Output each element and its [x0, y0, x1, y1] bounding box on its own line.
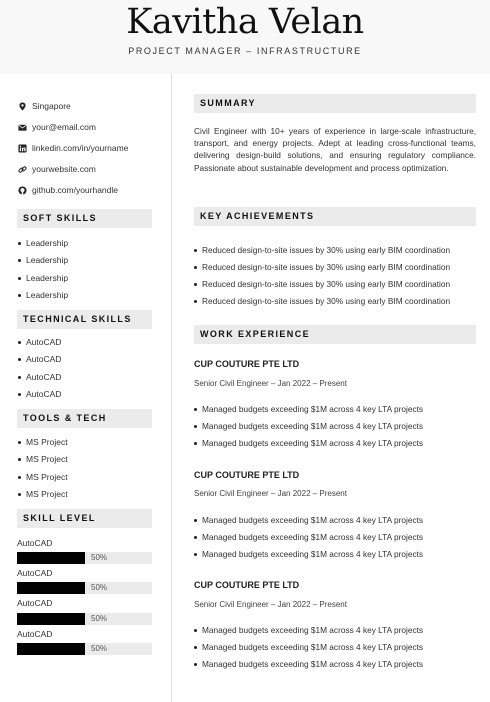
- skill-level-label: AutoCAD: [17, 568, 53, 578]
- skill-level-fill: [17, 552, 85, 564]
- technical-skill-item: AutoCAD: [18, 388, 61, 400]
- company-name: CUP COUTURE PTE LTD: [194, 470, 300, 480]
- work-experience-heading: WORK EXPERIENCE: [194, 325, 476, 344]
- person-name: Kavitha Velan: [126, 2, 364, 42]
- github-icon: [18, 186, 27, 195]
- job-bullet: Managed budgets exceeding $1M across 4 key LTA projects: [194, 437, 423, 449]
- linkedin-link[interactable]: linkedin.com/in/yourname: [32, 143, 129, 153]
- contact-website[interactable]: [18, 162, 96, 176]
- achievement-item: Reduced design-to-site issues by 30% using early BIM coordination: [194, 261, 450, 273]
- skill-level-fill: [17, 613, 85, 625]
- skill-level-bar: [17, 643, 152, 655]
- website-link[interactable]: yourwebsite.com: [32, 164, 96, 174]
- contact-email[interactable]: [18, 120, 96, 134]
- tools-tech-heading: TOOLS & TECH: [17, 409, 152, 428]
- skill-level-percent: 50%: [91, 644, 108, 653]
- job-position-dates: Senior Civil Engineer – Jan 2022 – Present: [194, 379, 347, 388]
- achievement-item: Reduced design-to-site issues by 30% using early BIM coordination: [194, 295, 450, 307]
- tool-item: MS Project: [18, 488, 68, 500]
- column-divider: [171, 74, 172, 702]
- achievements-heading: KEY ACHIEVEMENTS: [194, 207, 476, 226]
- email-link[interactable]: your@email.com: [32, 122, 96, 132]
- job-bullet: Managed budgets exceeding $1M across 4 key LTA projects: [194, 658, 423, 670]
- company-name: CUP COUTURE PTE LTD: [194, 580, 300, 590]
- linkedin-icon: [18, 144, 27, 153]
- job-position-dates: Senior Civil Engineer – Jan 2022 – Present: [194, 489, 347, 498]
- summary-heading: SUMMARY: [194, 94, 476, 113]
- soft-skill-item: Leadership: [18, 237, 68, 249]
- summary-text: Civil Engineer with 10+ years of experience in large-scale infrastructure, transport, and energy projects. Adept at leading cross-functional teams, delivering design-build solutions, and ensuring regulatory compliance. Passionate about sustainable development and process optimization.: [194, 126, 476, 173]
- location-pin-icon: [18, 102, 27, 111]
- soft-skill-item: Leadership: [18, 272, 68, 284]
- achievement-item: Reduced design-to-site issues by 30% using early BIM coordination: [194, 244, 450, 256]
- job-bullet: Managed budgets exceeding $1M across 4 key LTA projects: [194, 420, 423, 432]
- skill-level-fill: [17, 643, 85, 655]
- soft-skill-item: Leadership: [18, 254, 68, 266]
- skill-level-label: AutoCAD: [17, 629, 53, 639]
- tool-item: MS Project: [18, 453, 68, 465]
- technical-skill-item: AutoCAD: [18, 336, 61, 348]
- job-bullet: Managed budgets exceeding $1M across 4 key LTA projects: [194, 641, 423, 653]
- job-bullet: Managed budgets exceeding $1M across 4 key LTA projects: [194, 624, 423, 636]
- skill-level-bar: [17, 582, 152, 594]
- achievement-item: Reduced design-to-site issues by 30% using early BIM coordination: [194, 278, 450, 290]
- skill-level-percent: 50%: [91, 583, 108, 592]
- technical-skill-item: AutoCAD: [18, 371, 61, 383]
- job-title: PROJECT MANAGER – INFRASTRUCTURE: [128, 46, 362, 56]
- company-name: CUP COUTURE PTE LTD: [194, 359, 300, 369]
- skill-level-fill: [17, 582, 85, 594]
- resume-header: [0, 0, 490, 74]
- job-bullet: Managed budgets exceeding $1M across 4 key LTA projects: [194, 403, 423, 415]
- technical-skill-item: AutoCAD: [18, 353, 61, 365]
- contact-location: [18, 99, 71, 113]
- skill-level-bar: [17, 552, 152, 564]
- job-position-dates: Senior Civil Engineer – Jan 2022 – Present: [194, 600, 347, 609]
- job-bullet: Managed budgets exceeding $1M across 4 key LTA projects: [194, 531, 423, 543]
- skill-level-percent: 50%: [91, 553, 108, 562]
- job-bullet: Managed budgets exceeding $1M across 4 key LTA projects: [194, 514, 423, 526]
- link-icon: [18, 165, 27, 174]
- tool-item: MS Project: [18, 436, 68, 448]
- job-bullet: Managed budgets exceeding $1M across 4 key LTA projects: [194, 548, 423, 560]
- tool-item: MS Project: [18, 471, 68, 483]
- skill-level-label: AutoCAD: [17, 538, 53, 548]
- soft-skills-heading: SOFT SKILLS: [17, 209, 152, 228]
- location-text: Singapore: [32, 101, 71, 111]
- skill-level-bar: [17, 613, 152, 625]
- soft-skill-item: Leadership: [18, 289, 68, 301]
- skill-level-heading: SKILL LEVEL: [17, 509, 152, 528]
- contact-linkedin[interactable]: [18, 141, 128, 155]
- envelope-icon: [18, 123, 27, 132]
- github-link[interactable]: github.com/yourhandle: [32, 185, 119, 195]
- skill-level-percent: 50%: [91, 614, 108, 623]
- technical-skills-heading: TECHNICAL SKILLS: [17, 310, 152, 329]
- skill-level-label: AutoCAD: [17, 598, 53, 608]
- contact-github[interactable]: [18, 183, 118, 197]
